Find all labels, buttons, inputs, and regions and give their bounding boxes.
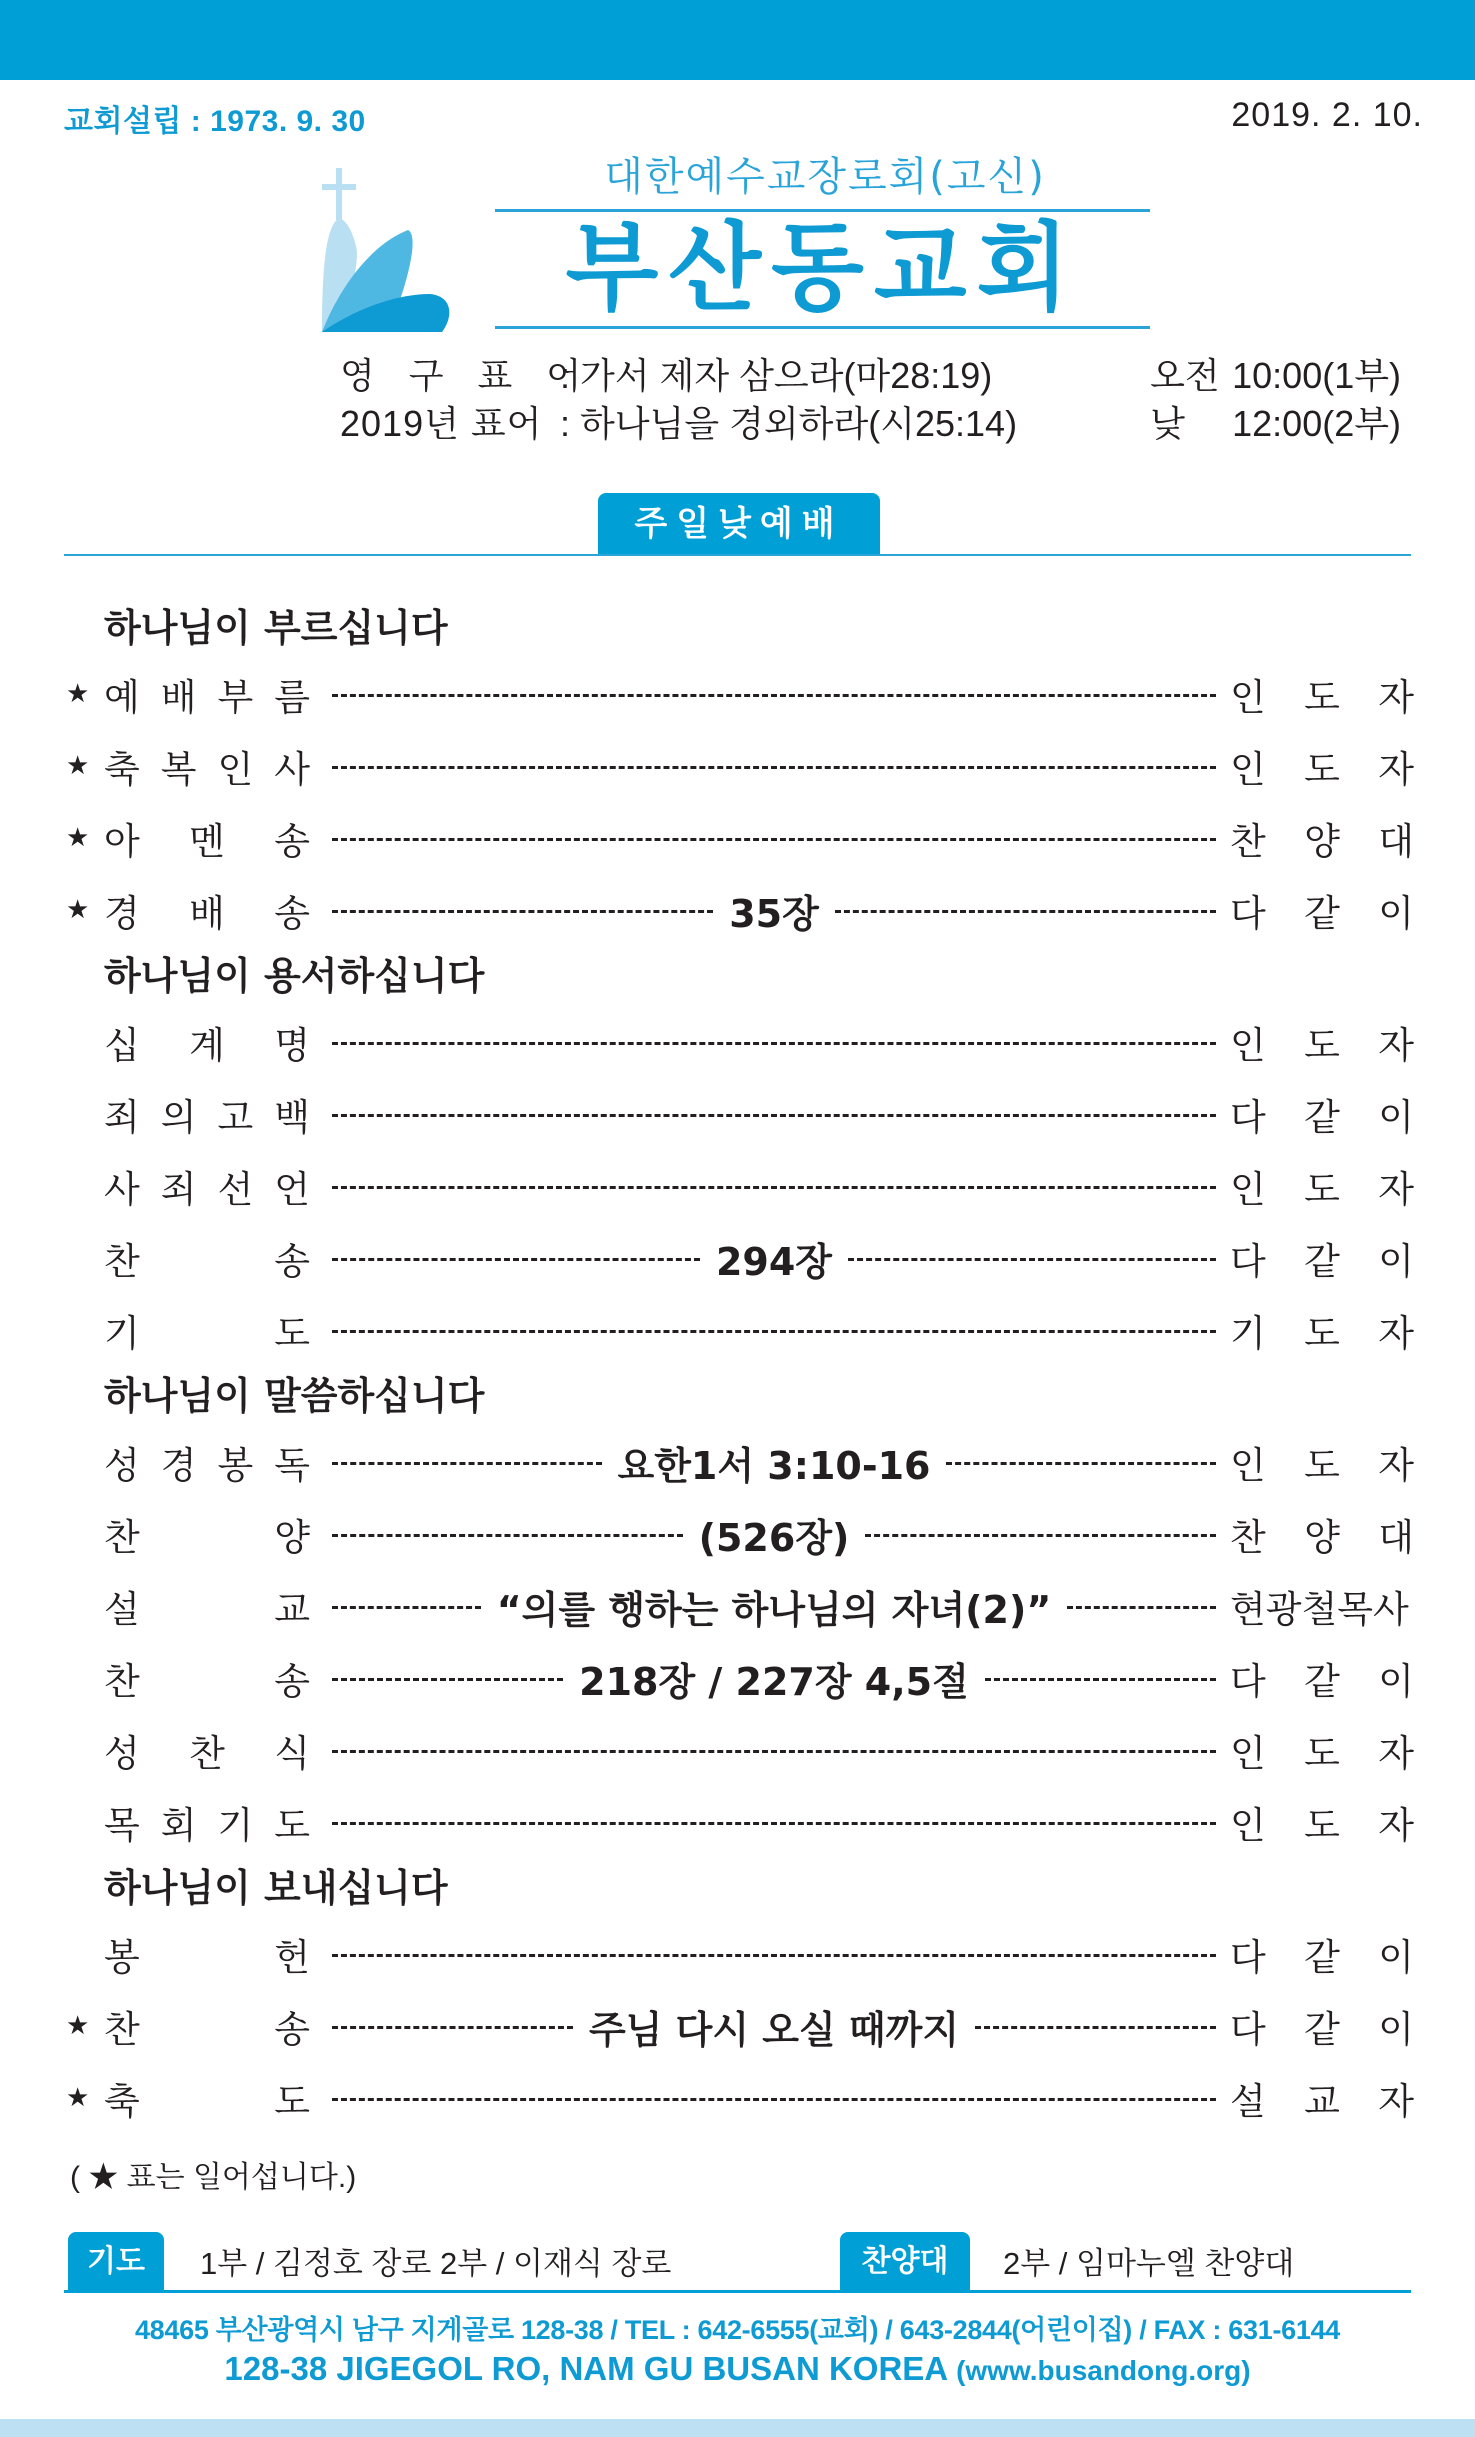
item-leader-char: 같	[1304, 1936, 1340, 1979]
motto-annual	[340, 400, 1017, 448]
item-leader-char: 자	[1378, 1312, 1414, 1355]
item-leader-char: 자	[1378, 1732, 1414, 1775]
item-leader-char: 자	[1378, 1024, 1414, 1067]
church-name: 부산동교회	[565, 212, 1080, 324]
item-leader-char: 인	[1230, 1024, 1266, 1067]
item-leader	[1230, 1579, 1414, 1633]
dotted-leader	[975, 2026, 1216, 2029]
standing-star-icon: ★	[66, 895, 90, 925]
leader-line	[332, 658, 1216, 730]
item-leader	[1230, 883, 1414, 937]
service-times	[1150, 352, 1401, 448]
service-title-tab: 주일낮예배	[598, 493, 880, 555]
leader-line	[332, 730, 1216, 802]
choir-badge: 찬양대	[840, 2232, 970, 2292]
item-leader-char: 설	[1230, 2080, 1266, 2123]
item-name-char: 식	[274, 1732, 310, 1775]
item-leader-char: 인	[1230, 1168, 1266, 1211]
dotted-leader	[332, 694, 1216, 697]
service-divider	[64, 554, 1411, 556]
item-leader-char: 다	[1230, 1240, 1266, 1283]
item-leader-char: 찬	[1230, 1516, 1266, 1559]
church-cross-petal-icon	[320, 166, 460, 336]
item-name-char: 송	[274, 1660, 310, 1703]
item-name	[104, 1231, 310, 1285]
time-label: 낮	[1150, 403, 1185, 444]
dotted-leader	[332, 1534, 683, 1537]
item-leader	[1230, 1231, 1414, 1285]
section-title: 하나님이 용서하십니다	[104, 954, 485, 998]
leader-line	[332, 1078, 1216, 1150]
item-leader-char: 다	[1230, 1660, 1266, 1703]
worship-item	[64, 1006, 1414, 1078]
item-name-char: 배	[189, 892, 225, 935]
item-name-char: 헌	[274, 1936, 310, 1979]
bulletin-date: 2019. 2. 10.	[1231, 96, 1423, 134]
item-leader-char: 다	[1230, 2008, 1266, 2051]
item-leader	[1230, 811, 1414, 865]
item-leader-char: 자	[1378, 1444, 1414, 1487]
item-leader-char: 양	[1304, 820, 1340, 863]
item-leader-char: 도	[1304, 1804, 1340, 1847]
leader-line	[332, 1570, 1216, 1642]
item-name-char: 송	[274, 892, 310, 935]
item-leader-char: 이	[1378, 1240, 1414, 1283]
item-name-char: 축	[104, 2080, 140, 2123]
item-name	[104, 811, 310, 865]
time-value: 10:00(1부)	[1232, 355, 1401, 396]
worship-item	[64, 2062, 1414, 2134]
prayer-leaders: 1부 / 김정호 장로 2부 / 이재식 장로	[200, 2246, 672, 2281]
item-leader-char: 자	[1378, 676, 1414, 719]
dotted-leader	[332, 1822, 1216, 1825]
denomination: 대한예수교장로회(고신)	[604, 154, 1046, 200]
item-leader-char: 이	[1378, 2008, 1414, 2051]
item-leader	[1230, 667, 1414, 721]
item-name-char: 회	[160, 1804, 197, 1847]
item-leader	[1230, 1999, 1414, 2053]
dotted-leader	[332, 910, 713, 913]
item-name-char: 찬	[104, 1516, 140, 1559]
item-name-char: 고	[217, 1096, 254, 1139]
item-leader-char: 같	[1304, 2008, 1340, 2051]
item-name	[104, 883, 310, 937]
item-name-char: 경	[104, 892, 140, 935]
leader-line	[332, 1918, 1216, 1990]
worship-item	[64, 874, 1414, 946]
dotted-leader	[332, 1462, 602, 1465]
dotted-leader	[848, 1258, 1216, 1261]
item-name-char: 송	[274, 1240, 310, 1283]
item-name-char: 목	[104, 1804, 140, 1847]
item-detail: 요한1서 3:10-16	[617, 1443, 931, 1488]
leader-line	[332, 1006, 1216, 1078]
title-rule-bottom	[495, 326, 1150, 329]
leader-line	[332, 1222, 1216, 1294]
item-name	[104, 739, 310, 793]
dotted-leader	[332, 1258, 700, 1261]
service-time-1	[1150, 352, 1401, 400]
standing-star-icon: ★	[66, 751, 90, 781]
worship-item	[64, 1990, 1414, 2062]
item-leader-char: 다	[1230, 1936, 1266, 1979]
time-value: 12:00(2부)	[1232, 403, 1401, 444]
order-of-worship	[64, 598, 1414, 2134]
item-name-char: 죄	[160, 1168, 197, 1211]
worship-item	[64, 1498, 1414, 1570]
leader-line	[332, 1786, 1216, 1858]
prayer-badge: 기도	[68, 2232, 164, 2292]
item-leader-char: 자	[1378, 1168, 1414, 1211]
item-name-char: 성	[104, 1732, 140, 1775]
item-leader-char: 대	[1378, 1516, 1414, 1559]
item-leader	[1230, 1087, 1414, 1141]
dotted-leader	[332, 766, 1216, 769]
time-label: 오전	[1150, 355, 1220, 396]
item-name-char: 찬	[104, 2008, 140, 2051]
top-color-band	[0, 0, 1475, 80]
item-leader	[1230, 1507, 1414, 1561]
leader-line	[332, 874, 1216, 946]
worship-item	[64, 1642, 1414, 1714]
item-name	[104, 1795, 310, 1849]
item-leader	[1230, 1303, 1414, 1357]
item-name-char: 복	[160, 748, 197, 791]
item-name-char: 죄	[104, 1096, 140, 1139]
dotted-leader	[332, 1606, 481, 1609]
item-detail: (526장)	[698, 1515, 850, 1560]
leader-line	[332, 1426, 1216, 1498]
worship-item	[64, 730, 1414, 802]
item-name-char: 기	[104, 1312, 140, 1355]
item-leader-char: 교	[1304, 2080, 1340, 2123]
item-name	[104, 1723, 310, 1777]
bottom-color-band	[0, 2419, 1475, 2437]
item-name-char: 설	[104, 1588, 140, 1631]
dotted-leader	[865, 1534, 1216, 1537]
item-leader-char: 같	[1304, 1660, 1340, 1703]
dotted-leader	[835, 910, 1216, 913]
leader-line	[332, 1294, 1216, 1366]
item-leader	[1230, 1015, 1414, 1069]
item-leader-char: 인	[1230, 676, 1266, 719]
item-name-char: 도	[274, 1804, 310, 1847]
dotted-leader	[1067, 1606, 1216, 1609]
item-detail: “의를 행하는 하나님의 자녀(2)”	[496, 1587, 1052, 1632]
standing-star-icon: ★	[66, 679, 90, 709]
item-leader	[1230, 1435, 1414, 1489]
item-name	[104, 1303, 310, 1357]
worship-item	[64, 658, 1414, 730]
item-name-char: 백	[274, 1096, 310, 1139]
item-leader-char: 자	[1378, 1804, 1414, 1847]
item-name-char: 찬	[104, 1240, 140, 1283]
motto-text: : 하나님을 경외하라(시25:14)	[560, 403, 1018, 444]
item-leader-char: 이	[1378, 1660, 1414, 1703]
item-leader	[1230, 1651, 1414, 1705]
worship-item	[64, 1918, 1414, 1990]
item-name-char: 인	[217, 748, 254, 791]
item-leader	[1230, 1159, 1414, 1213]
dotted-leader	[332, 838, 1216, 841]
item-leader-char: 도	[1304, 1168, 1340, 1211]
motto-text: : 가서 제자 삼으라(마28:19)	[560, 355, 993, 396]
dotted-leader	[332, 1750, 1216, 1753]
dotted-leader	[332, 1678, 563, 1681]
item-leader-char: 이	[1378, 1096, 1414, 1139]
item-name	[104, 1159, 310, 1213]
item-name	[104, 1651, 310, 1705]
item-leader-char: 도	[1304, 1732, 1340, 1775]
motto-block	[340, 352, 1017, 448]
item-leader-char: 도	[1304, 1312, 1340, 1355]
motto-label: 2019년 표어	[340, 403, 543, 444]
item-leader-char: 도	[1304, 748, 1340, 791]
standing-star-icon: ★	[66, 823, 90, 853]
dotted-leader	[332, 1042, 1216, 1045]
leader-line	[332, 2062, 1216, 2134]
item-leader-char: 인	[1230, 1732, 1266, 1775]
item-name	[104, 1999, 310, 2053]
item-name	[104, 667, 310, 721]
item-name-char: 배	[160, 676, 197, 719]
item-name-char: 계	[189, 1024, 225, 1067]
item-name-char: 양	[274, 1516, 310, 1559]
item-leader-char: 같	[1304, 1096, 1340, 1139]
leader-line	[332, 1714, 1216, 1786]
dotted-leader	[332, 2098, 1216, 2101]
standing-star-icon: ★	[66, 2083, 90, 2113]
dotted-leader	[332, 1954, 1216, 1957]
item-leader-char: 같	[1304, 892, 1340, 935]
item-leader	[1230, 739, 1414, 793]
item-leader-char: 인	[1230, 1804, 1266, 1847]
section-title: 하나님이 말씀하십니다	[104, 1374, 485, 1418]
section-title: 하나님이 부르십니다	[104, 606, 448, 650]
item-name	[104, 1015, 310, 1069]
item-name-char: 예	[104, 676, 140, 719]
item-name-char: 언	[274, 1168, 310, 1211]
item-leader-char: 대	[1378, 820, 1414, 863]
address-english	[0, 2350, 1475, 2388]
item-name-char: 송	[274, 2008, 310, 2051]
footer-divider	[64, 2290, 1411, 2293]
item-leader	[1230, 1795, 1414, 1849]
dotted-leader	[332, 1330, 1216, 1333]
item-name-char: 기	[217, 1804, 254, 1847]
address-korean: 48465 부산광역시 남구 지게골로 128-38 / TEL : 642-6555(교회) / 643-2844(어린이집) / FAX : 631-6144	[134, 2315, 1341, 2345]
worship-item	[64, 1222, 1414, 1294]
leader-line	[332, 802, 1216, 874]
item-leader-char: 이	[1378, 1936, 1414, 1979]
item-leader-char: 인	[1230, 1444, 1266, 1487]
item-detail: 35장	[729, 891, 819, 936]
address-english-text: 128-38 JIGEGOL RO, NAM GU BUSAN KOREA	[224, 2350, 947, 2387]
worship-item	[64, 1150, 1414, 1222]
item-name	[104, 1507, 310, 1561]
motto-permanent	[340, 352, 1017, 400]
item-detail: 218장 / 227장 4,5절	[579, 1659, 969, 1704]
item-name-char: 멘	[189, 820, 225, 863]
item-name-char: 부	[217, 676, 254, 719]
item-name-char: 선	[217, 1168, 254, 1211]
website-link[interactable]: (www.busandong.org)	[956, 2355, 1251, 2386]
item-leader-char: 기	[1230, 1312, 1266, 1355]
item-leader-char: 도	[1304, 1444, 1340, 1487]
item-name-char: 교	[274, 1588, 310, 1631]
item-name-char: 경	[160, 1444, 197, 1487]
item-leader-char: 같	[1304, 1240, 1340, 1283]
leader-line	[332, 1990, 1216, 2062]
service-time-2	[1150, 400, 1401, 448]
item-leader-char: 도	[1304, 676, 1340, 719]
leader-line	[332, 1642, 1216, 1714]
item-detail: 주님 다시 오실 때까지	[588, 2007, 960, 2052]
founding-date: 교회설립 : 1973. 9. 30	[64, 105, 366, 138]
item-leader	[1230, 2071, 1414, 2125]
item-name	[104, 1579, 310, 1633]
item-leader	[1230, 1723, 1414, 1777]
item-leader-char: 자	[1378, 2080, 1414, 2123]
item-detail: 294장	[715, 1239, 833, 1284]
worship-item	[64, 802, 1414, 874]
dotted-leader	[332, 1114, 1216, 1117]
item-leader-char: 도	[1304, 1024, 1340, 1067]
dotted-leader	[332, 2026, 573, 2029]
item-leader-char: 이	[1378, 892, 1414, 935]
leader-line	[332, 1498, 1216, 1570]
item-leader-char: 자	[1378, 748, 1414, 791]
item-leader	[1230, 1927, 1414, 1981]
standing-star-icon: ★	[66, 2011, 90, 2041]
worship-item	[64, 1294, 1414, 1366]
item-leader-char: 찬	[1230, 820, 1266, 863]
worship-item	[64, 1426, 1414, 1498]
item-name	[104, 1435, 310, 1489]
item-leader-char: 양	[1304, 1516, 1340, 1559]
worship-item	[64, 1786, 1414, 1858]
item-name-char: 도	[274, 1312, 310, 1355]
item-name-char: 아	[104, 820, 140, 863]
item-leader-char: 인	[1230, 748, 1266, 791]
item-name	[104, 1087, 310, 1141]
item-name-char: 사	[274, 748, 310, 791]
dotted-leader	[985, 1678, 1216, 1681]
item-name-char: 찬	[189, 1732, 225, 1775]
motto-label: 영 구 표 어	[340, 355, 594, 396]
worship-item	[64, 1078, 1414, 1150]
item-leader-char: 다	[1230, 892, 1266, 935]
item-name-char: 찬	[104, 1660, 140, 1703]
standing-note: ( ★ 표는 일어섭니다.)	[70, 2161, 357, 2194]
item-name-char: 의	[160, 1096, 197, 1139]
item-name-char: 독	[274, 1444, 310, 1487]
choir-name: 2부 / 임마누엘 찬양대	[1003, 2246, 1295, 2281]
item-leader-char: 현광철목사	[1230, 1588, 1409, 1631]
item-name-char: 봉	[104, 1936, 140, 1979]
item-name	[104, 2071, 310, 2125]
worship-item	[64, 1714, 1414, 1786]
item-name-char: 봉	[217, 1444, 254, 1487]
item-leader-char: 다	[1230, 1096, 1266, 1139]
section-title: 하나님이 보내십니다	[104, 1866, 448, 1910]
item-name-char: 십	[104, 1024, 140, 1067]
item-name	[104, 1927, 310, 1981]
item-name-char: 사	[104, 1168, 140, 1211]
item-name-char: 송	[274, 820, 310, 863]
item-name-char: 축	[104, 748, 140, 791]
leader-line	[332, 1150, 1216, 1222]
worship-item	[64, 1570, 1414, 1642]
item-name-char: 름	[274, 676, 310, 719]
dotted-leader	[332, 1186, 1216, 1189]
dotted-leader	[946, 1462, 1216, 1465]
item-name-char: 도	[274, 2080, 310, 2123]
item-name-char: 명	[274, 1024, 310, 1067]
item-name-char: 성	[104, 1444, 140, 1487]
